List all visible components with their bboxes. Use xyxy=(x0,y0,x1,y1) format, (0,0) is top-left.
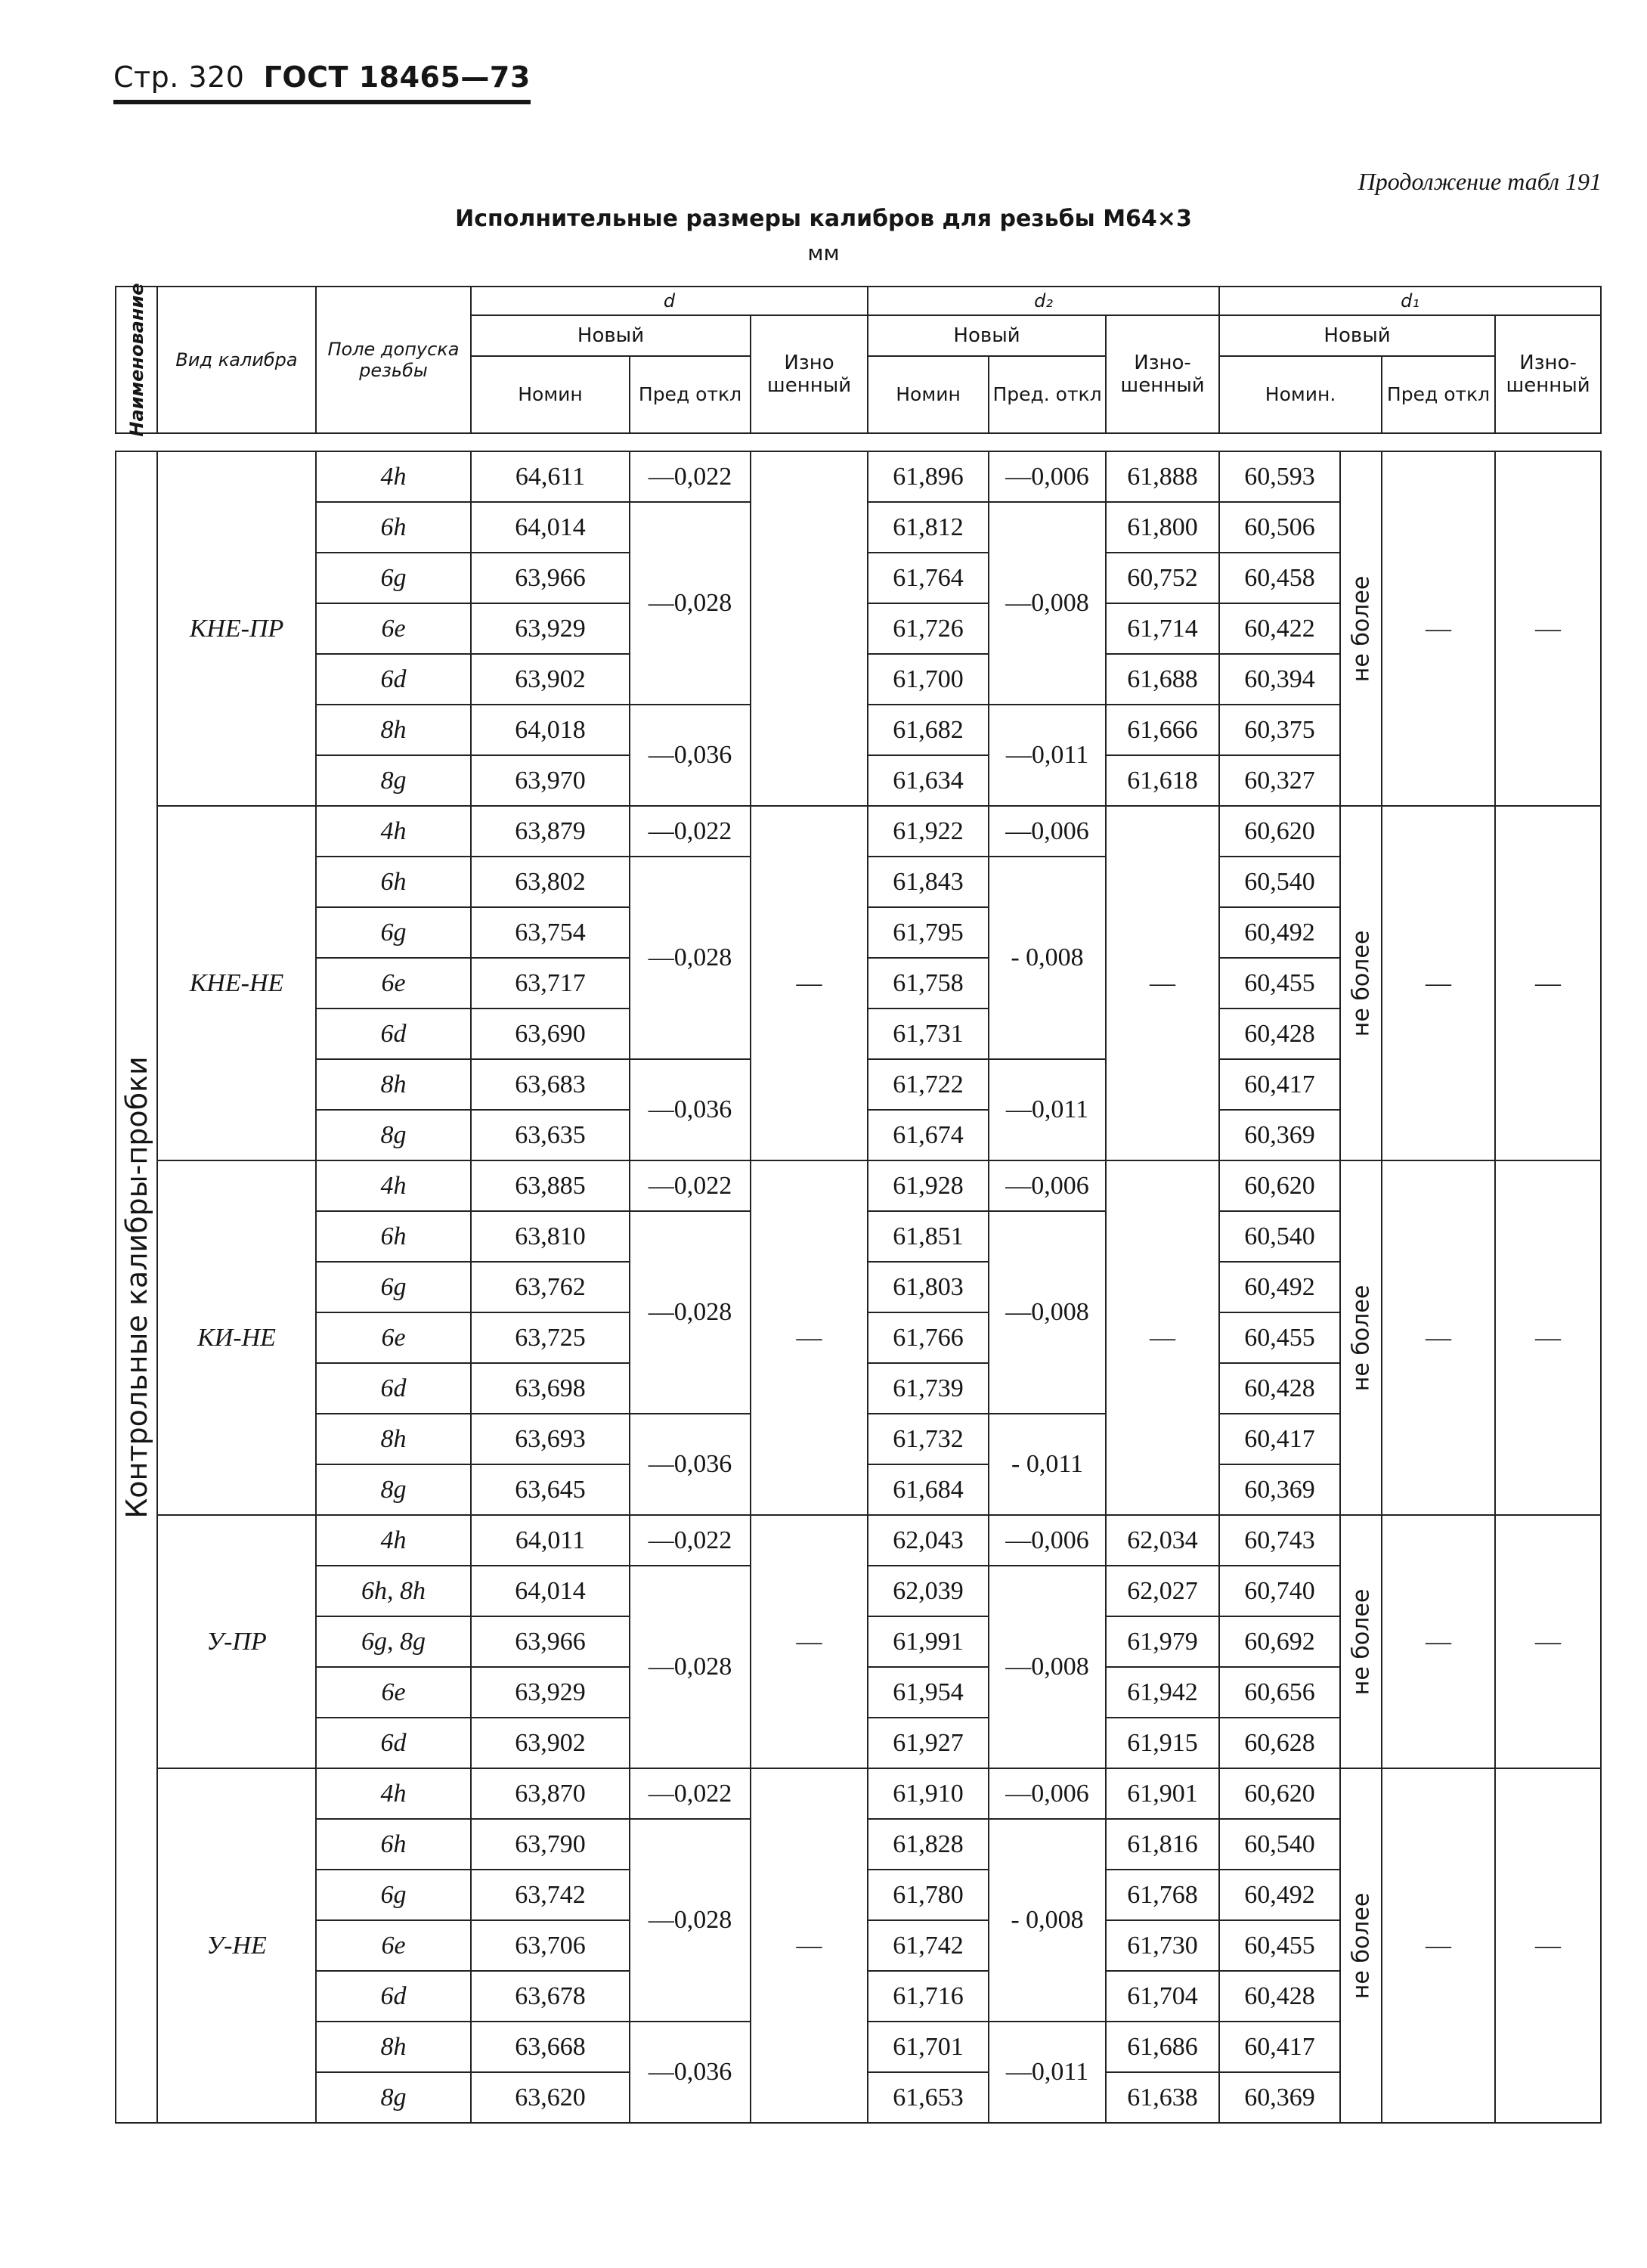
tolerance-field: 6h xyxy=(316,502,471,553)
tolerance-field: 4h xyxy=(316,1515,471,1566)
d-nominal: 63,885 xyxy=(471,1160,630,1211)
section-label: Контрольные калибры-пробки xyxy=(116,451,157,2123)
d-nominal: 63,678 xyxy=(471,1971,630,2022)
d2-nominal: 61,812 xyxy=(868,502,989,553)
d2-deviation: - 0,011 xyxy=(989,1414,1106,1515)
d1-nominal: 60,740 xyxy=(1219,1566,1340,1616)
d1-worn: — xyxy=(1495,806,1601,1160)
not-more-label: не более xyxy=(1340,1515,1382,1768)
tolerance-field: 8h xyxy=(316,1059,471,1110)
d1-nominal: 60,455 xyxy=(1219,958,1340,1009)
d2-worn-header: Изно- шенный xyxy=(1106,315,1219,433)
d-nominal: 63,879 xyxy=(471,806,630,857)
tolerance-field: 6h xyxy=(316,1819,471,1870)
table-row xyxy=(116,1515,1601,1566)
d2-worn: 61,704 xyxy=(1106,1971,1219,2022)
d-nominal: 64,611 xyxy=(471,451,630,502)
table-title: Исполнительные размеры калибров для резьбы M64×3 xyxy=(455,206,1192,232)
d-deviation: —0,028 xyxy=(630,1819,751,2022)
table-row xyxy=(116,1768,1601,1819)
gauge-dimensions-table xyxy=(115,283,1602,2124)
d-worn: — xyxy=(751,1515,868,1768)
d-dev-header: Пред откл xyxy=(630,356,751,433)
tolerance-field: 6g xyxy=(316,907,471,958)
d-nominal: 63,902 xyxy=(471,1718,630,1768)
table-body xyxy=(116,283,1601,2123)
tolerance-field: 6g xyxy=(316,1870,471,1920)
d1-nominal: 60,417 xyxy=(1219,1414,1340,1464)
d-nominal: 63,966 xyxy=(471,553,630,603)
d2-nominal: 62,043 xyxy=(868,1515,989,1566)
d2-deviation: —0,006 xyxy=(989,1515,1106,1566)
d-nominal: 64,018 xyxy=(471,705,630,755)
page-number: Стр. 320 xyxy=(113,60,245,94)
tolerance-field: 6d xyxy=(316,1718,471,1768)
gauge-type: У-ПР xyxy=(157,1515,316,1768)
d1-nominal: 60,422 xyxy=(1219,603,1340,654)
d-nominal: 63,802 xyxy=(471,857,630,907)
tolerance-field: 8g xyxy=(316,1464,471,1515)
d2-nominal: 61,739 xyxy=(868,1363,989,1414)
tolerance-field: 8h xyxy=(316,1414,471,1464)
d-nom-header: Номин xyxy=(471,356,630,433)
d2-nominal: 61,828 xyxy=(868,1819,989,1870)
table-row xyxy=(116,806,1601,857)
d1-nominal: 60,492 xyxy=(1219,1870,1340,1920)
d2-worn: — xyxy=(1106,1160,1219,1515)
d2-worn: 61,714 xyxy=(1106,603,1219,654)
d1-nominal: 60,394 xyxy=(1219,654,1340,705)
d2-nominal: 61,758 xyxy=(868,958,989,1009)
d-nominal: 63,698 xyxy=(471,1363,630,1414)
d1-deviation: — xyxy=(1382,451,1495,806)
d2-nominal: 61,795 xyxy=(868,907,989,958)
d-nominal: 63,635 xyxy=(471,1110,630,1160)
d2-nominal: 61,910 xyxy=(868,1768,989,1819)
d2-nominal: 61,742 xyxy=(868,1920,989,1971)
d-nominal: 63,742 xyxy=(471,1870,630,1920)
d1-header: d₁ xyxy=(1219,287,1601,315)
d2-deviation: —0,011 xyxy=(989,1059,1106,1160)
d1-worn: — xyxy=(1495,451,1601,806)
d2-nominal: 61,700 xyxy=(868,654,989,705)
d2-nominal: 61,803 xyxy=(868,1262,989,1312)
tolerance-field: 4h xyxy=(316,1768,471,1819)
col-type-header: Вид калибра xyxy=(157,287,316,433)
d2-deviation: —0,006 xyxy=(989,451,1106,502)
standard-number: ГОСТ 18465—73 xyxy=(263,60,531,94)
d-deviation: —0,022 xyxy=(630,1160,751,1211)
d-header: d xyxy=(471,287,868,315)
d2-nominal: 61,764 xyxy=(868,553,989,603)
d2-nominal: 61,722 xyxy=(868,1059,989,1110)
d2-nominal: 61,731 xyxy=(868,1009,989,1059)
tolerance-field: 4h xyxy=(316,806,471,857)
page-header xyxy=(113,60,531,104)
d-nominal: 63,717 xyxy=(471,958,630,1009)
d-deviation: —0,022 xyxy=(630,1768,751,1819)
d1-nominal: 60,455 xyxy=(1219,1312,1340,1363)
col-field-header: Поле допуска резьбы xyxy=(316,287,471,433)
d2-worn: 61,800 xyxy=(1106,502,1219,553)
d-deviation: —0,022 xyxy=(630,1515,751,1566)
table-row xyxy=(116,1160,1601,1211)
d-nominal: 63,754 xyxy=(471,907,630,958)
d-worn xyxy=(751,451,868,806)
d-nominal: 63,970 xyxy=(471,755,630,806)
d1-nominal: 60,743 xyxy=(1219,1515,1340,1566)
d2-deviation: —0,006 xyxy=(989,806,1106,857)
tolerance-field: 6d xyxy=(316,1971,471,2022)
d1-deviation: — xyxy=(1382,806,1495,1160)
d-deviation: —0,022 xyxy=(630,806,751,857)
d2-worn: 61,942 xyxy=(1106,1667,1219,1718)
d-nominal: 63,902 xyxy=(471,654,630,705)
d2-nominal: 61,726 xyxy=(868,603,989,654)
d2-worn: 61,730 xyxy=(1106,1920,1219,1971)
not-more-label: не более xyxy=(1340,451,1382,806)
d1-nominal: 60,428 xyxy=(1219,1971,1340,2022)
d1-nominal: 60,428 xyxy=(1219,1009,1340,1059)
d-worn-header: Изно шенный xyxy=(751,315,868,433)
d1-nominal: 60,327 xyxy=(1219,755,1340,806)
d1-new-header: Новый xyxy=(1219,315,1495,356)
d1-nominal: 60,540 xyxy=(1219,1819,1340,1870)
d2-worn: 61,638 xyxy=(1106,2072,1219,2123)
d1-nom-header: Номин. xyxy=(1219,356,1382,433)
gauge-type: КНЕ-ПР xyxy=(157,451,316,806)
d2-nominal: 61,780 xyxy=(868,1870,989,1920)
d2-nominal: 61,653 xyxy=(868,2072,989,2123)
d2-worn: — xyxy=(1106,806,1219,1160)
d1-nominal: 60,428 xyxy=(1219,1363,1340,1414)
d1-worn-header: Изно- шенный xyxy=(1495,315,1601,433)
d2-nominal: 61,682 xyxy=(868,705,989,755)
d2-worn: 61,888 xyxy=(1106,451,1219,502)
d2-nominal: 61,766 xyxy=(868,1312,989,1363)
d2-deviation: - 0,008 xyxy=(989,857,1106,1059)
d-deviation: —0,028 xyxy=(630,857,751,1059)
d1-nominal: 60,540 xyxy=(1219,1211,1340,1262)
d2-nominal: 62,039 xyxy=(868,1566,989,1616)
tolerance-field: 6d xyxy=(316,1363,471,1414)
d2-worn: 61,979 xyxy=(1106,1616,1219,1667)
d1-nominal: 60,620 xyxy=(1219,1160,1340,1211)
d2-deviation: —0,008 xyxy=(989,502,1106,705)
tolerance-field: 6e xyxy=(316,1667,471,1718)
d2-worn: 62,027 xyxy=(1106,1566,1219,1616)
d2-nom-header: Номин xyxy=(868,356,989,433)
d2-worn: 61,688 xyxy=(1106,654,1219,705)
d2-nominal: 61,716 xyxy=(868,1971,989,2022)
d2-nominal: 61,954 xyxy=(868,1667,989,1718)
d2-deviation: —0,008 xyxy=(989,1566,1106,1768)
d2-deviation: —0,011 xyxy=(989,705,1106,806)
d2-worn: 60,752 xyxy=(1106,553,1219,603)
d2-deviation: —0,006 xyxy=(989,1160,1106,1211)
d2-nominal: 61,927 xyxy=(868,1718,989,1768)
d2-nominal: 61,928 xyxy=(868,1160,989,1211)
d-new-header: Новый xyxy=(471,315,751,356)
d2-worn: 61,901 xyxy=(1106,1768,1219,1819)
d2-nominal: 61,634 xyxy=(868,755,989,806)
d2-header: d₂ xyxy=(868,287,1219,315)
d-nominal: 63,929 xyxy=(471,603,630,654)
d1-nominal: 60,417 xyxy=(1219,1059,1340,1110)
d-nominal: 63,929 xyxy=(471,1667,630,1718)
d-nominal: 63,645 xyxy=(471,1464,630,1515)
d2-worn: 61,768 xyxy=(1106,1870,1219,1920)
d2-worn: 61,666 xyxy=(1106,705,1219,755)
d-nominal: 64,011 xyxy=(471,1515,630,1566)
d1-nominal: 60,492 xyxy=(1219,907,1340,958)
d-nominal: 63,690 xyxy=(471,1009,630,1059)
tolerance-field: 8g xyxy=(316,1110,471,1160)
d-nominal: 63,706 xyxy=(471,1920,630,1971)
d1-nominal: 60,455 xyxy=(1219,1920,1340,1971)
d1-nominal: 60,369 xyxy=(1219,1464,1340,1515)
d1-nominal: 60,506 xyxy=(1219,502,1340,553)
d2-new-header: Новый xyxy=(868,315,1106,356)
d1-worn: — xyxy=(1495,1768,1601,2123)
tolerance-field: 6g xyxy=(316,1262,471,1312)
d1-nominal: 60,540 xyxy=(1219,857,1340,907)
header-gap-row xyxy=(116,433,1601,451)
d1-deviation: — xyxy=(1382,1768,1495,2123)
d-worn: — xyxy=(751,1160,868,1515)
d1-nominal: 60,375 xyxy=(1219,705,1340,755)
d1-nominal: 60,620 xyxy=(1219,806,1340,857)
d-deviation: —0,036 xyxy=(630,1414,751,1515)
tolerance-field: 8h xyxy=(316,2022,471,2072)
d2-nominal: 61,922 xyxy=(868,806,989,857)
d1-nominal: 60,369 xyxy=(1219,2072,1340,2123)
tolerance-field: 4h xyxy=(316,1160,471,1211)
gauge-type: КИ-НЕ xyxy=(157,1160,316,1515)
d-nominal: 63,790 xyxy=(471,1819,630,1870)
d1-nominal: 60,593 xyxy=(1219,451,1340,502)
tolerance-field: 4h xyxy=(316,451,471,502)
d-nominal: 63,966 xyxy=(471,1616,630,1667)
d2-deviation: —0,006 xyxy=(989,1768,1106,1819)
d1-deviation: — xyxy=(1382,1515,1495,1768)
d2-worn: 61,686 xyxy=(1106,2022,1219,2072)
d1-dev-header: Пред откл xyxy=(1382,356,1495,433)
d-nominal: 63,693 xyxy=(471,1414,630,1464)
tolerance-field: 6e xyxy=(316,958,471,1009)
d2-nominal: 61,701 xyxy=(868,2022,989,2072)
d2-nominal: 61,732 xyxy=(868,1414,989,1464)
d2-deviation: —0,011 xyxy=(989,2022,1106,2123)
d2-nominal: 61,843 xyxy=(868,857,989,907)
table-row xyxy=(116,451,1601,502)
d1-nominal: 60,692 xyxy=(1219,1616,1340,1667)
d-deviation: —0,028 xyxy=(630,1211,751,1414)
d-deviation: —0,028 xyxy=(630,502,751,705)
tolerance-field: 6d xyxy=(316,654,471,705)
table-unit: мм xyxy=(807,240,840,265)
tolerance-field: 6h, 8h xyxy=(316,1566,471,1616)
d-deviation: —0,036 xyxy=(630,1059,751,1160)
d1-nominal: 60,656 xyxy=(1219,1667,1340,1718)
d1-nominal: 60,628 xyxy=(1219,1718,1340,1768)
d2-nominal: 61,896 xyxy=(868,451,989,502)
not-more-label: не более xyxy=(1340,1768,1382,2123)
d-nominal: 63,725 xyxy=(471,1312,630,1363)
header-row-1 xyxy=(116,287,1601,315)
d-deviation: —0,022 xyxy=(630,451,751,502)
col-name-header: Наименование xyxy=(116,287,157,433)
d2-nominal: 61,851 xyxy=(868,1211,989,1262)
tolerance-field: 8h xyxy=(316,705,471,755)
gauge-type: У-НЕ xyxy=(157,1768,316,2123)
d2-worn: 61,618 xyxy=(1106,755,1219,806)
d-nominal: 63,810 xyxy=(471,1211,630,1262)
d1-nominal: 60,417 xyxy=(1219,2022,1340,2072)
d2-nominal: 61,684 xyxy=(868,1464,989,1515)
tolerance-field: 6e xyxy=(316,1312,471,1363)
d2-worn: 61,915 xyxy=(1106,1718,1219,1768)
tolerance-field: 8g xyxy=(316,2072,471,2123)
tolerance-field: 6d xyxy=(316,1009,471,1059)
tolerance-field: 6g xyxy=(316,553,471,603)
tolerance-field: 8g xyxy=(316,755,471,806)
d2-worn: 61,816 xyxy=(1106,1819,1219,1870)
d1-worn: — xyxy=(1495,1160,1601,1515)
d-nominal: 63,620 xyxy=(471,2072,630,2123)
not-more-label: не более xyxy=(1340,806,1382,1160)
d-nominal: 64,014 xyxy=(471,502,630,553)
d2-deviation: - 0,008 xyxy=(989,1819,1106,2022)
d-deviation: —0,036 xyxy=(630,2022,751,2123)
d-worn: — xyxy=(751,1768,868,2123)
d-deviation: —0,028 xyxy=(630,1566,751,1768)
d1-deviation: — xyxy=(1382,1160,1495,1515)
d-nominal: 63,870 xyxy=(471,1768,630,1819)
d-deviation: —0,036 xyxy=(630,705,751,806)
not-more-label: не более xyxy=(1340,1160,1382,1515)
d1-nominal: 60,458 xyxy=(1219,553,1340,603)
d-nominal: 63,668 xyxy=(471,2022,630,2072)
d-worn: — xyxy=(751,806,868,1160)
d-nominal: 64,014 xyxy=(471,1566,630,1616)
d1-nominal: 60,492 xyxy=(1219,1262,1340,1312)
d1-nominal: 60,620 xyxy=(1219,1768,1340,1819)
gauge-type: КНЕ-НЕ xyxy=(157,806,316,1160)
continuation-note: Продолжение табл 191 xyxy=(1358,168,1602,195)
tolerance-field: 6h xyxy=(316,1211,471,1262)
d1-nominal: 60,369 xyxy=(1219,1110,1340,1160)
d-nominal: 63,762 xyxy=(471,1262,630,1312)
d2-dev-header: Пред. откл xyxy=(989,356,1106,433)
d2-nominal: 61,674 xyxy=(868,1110,989,1160)
d2-worn: 62,034 xyxy=(1106,1515,1219,1566)
d2-deviation: —0,008 xyxy=(989,1211,1106,1414)
d1-worn: — xyxy=(1495,1515,1601,1768)
tolerance-field: 6g, 8g xyxy=(316,1616,471,1667)
tolerance-field: 6e xyxy=(316,1920,471,1971)
d-nominal: 63,683 xyxy=(471,1059,630,1110)
d2-nominal: 61,991 xyxy=(868,1616,989,1667)
tolerance-field: 6h xyxy=(316,857,471,907)
tolerance-field: 6e xyxy=(316,603,471,654)
